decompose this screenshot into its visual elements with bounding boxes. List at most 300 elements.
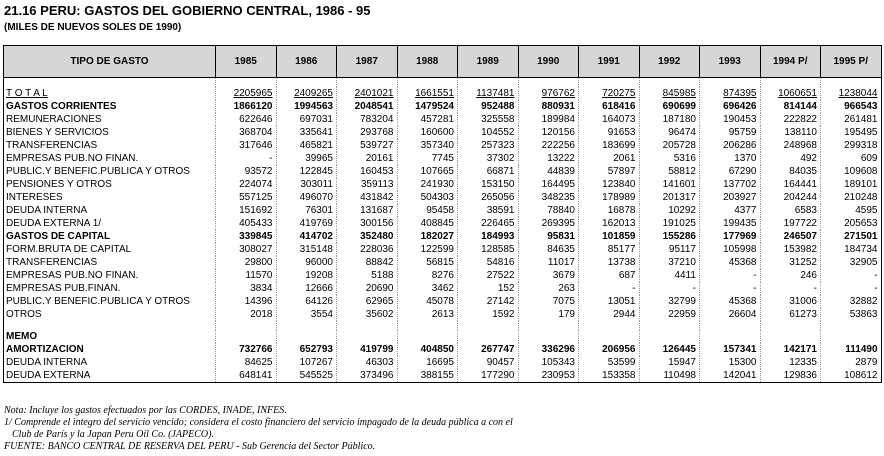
table-cell: 261481 xyxy=(821,113,882,126)
row-label: MEMO xyxy=(4,330,216,343)
table-cell: 66871 xyxy=(458,165,519,178)
table-row xyxy=(4,330,882,343)
table-cell: 7745 xyxy=(397,152,458,165)
table-cell: 85177 xyxy=(579,243,640,256)
table-cell: 108612 xyxy=(821,369,882,383)
table-cell: 388155 xyxy=(397,369,458,383)
table-cell: 976762 xyxy=(518,87,579,100)
table-cell: 20690 xyxy=(337,282,398,295)
column-header: 1992 xyxy=(639,46,700,78)
table-cell: 648141 xyxy=(216,369,277,383)
table-cell xyxy=(700,330,761,343)
table-cell: 267747 xyxy=(458,343,519,356)
table-cell: 226465 xyxy=(458,217,519,230)
table-cell: 206286 xyxy=(700,139,761,152)
table-cell: 153982 xyxy=(760,243,821,256)
table-cell: 29800 xyxy=(216,256,277,269)
table-cell: 189984 xyxy=(518,113,579,126)
table-cell: 195495 xyxy=(821,126,882,139)
table-cell: 419769 xyxy=(276,217,337,230)
note-line: Nota: Incluye los gastos efectuados por las CORDES, INADE, INFES. xyxy=(4,405,287,416)
table-cell: 151692 xyxy=(216,204,277,217)
table-cell: 53599 xyxy=(579,356,640,369)
table-cell: 419799 xyxy=(337,343,398,356)
table-cell xyxy=(579,321,640,330)
table-cell: 182027 xyxy=(397,230,458,243)
table-cell: 142041 xyxy=(700,369,761,383)
table-cell: 177969 xyxy=(700,230,761,243)
row-label: BIENES Y SERVICIOS xyxy=(4,126,216,139)
table-cell: 152 xyxy=(458,282,519,295)
table-cell: 120156 xyxy=(518,126,579,139)
table-cell: 8276 xyxy=(397,269,458,282)
table-row xyxy=(4,356,882,369)
table-cell: 95831 xyxy=(518,230,579,243)
table-row xyxy=(4,178,882,191)
table-cell: 222256 xyxy=(518,139,579,152)
table-row xyxy=(4,152,882,165)
row-label: TRANSFERENCIAS xyxy=(4,256,216,269)
table-cell: 496070 xyxy=(276,191,337,204)
table-cell: 222822 xyxy=(760,113,821,126)
header-row xyxy=(4,46,882,78)
table-cell xyxy=(821,78,882,88)
table-cell: 339845 xyxy=(216,230,277,243)
table-cell: 15947 xyxy=(639,356,700,369)
table-cell: 129836 xyxy=(760,369,821,383)
table-cell xyxy=(397,330,458,343)
table-cell: 64126 xyxy=(276,295,337,308)
row-label: FORM.BRUTA DE CAPITAL xyxy=(4,243,216,256)
row-label: DEUDA INTERNA xyxy=(4,204,216,217)
table-cell: 241930 xyxy=(397,178,458,191)
table-cell: 122599 xyxy=(397,243,458,256)
table-cell xyxy=(639,330,700,343)
table-row xyxy=(4,308,882,321)
table-cell: 1661551 xyxy=(397,87,458,100)
table-cell xyxy=(458,330,519,343)
table-cell: 5188 xyxy=(337,269,398,282)
table-cell: - xyxy=(216,152,277,165)
table-cell: 67290 xyxy=(700,165,761,178)
row-label: OTROS xyxy=(4,308,216,321)
table-cell: 414702 xyxy=(276,230,337,243)
table-cell: 22959 xyxy=(639,308,700,321)
table-cell: 111490 xyxy=(821,343,882,356)
table-cell: 37210 xyxy=(639,256,700,269)
row-label xyxy=(4,321,216,330)
column-header: 1986 xyxy=(276,46,337,78)
table-cell: 3554 xyxy=(276,308,337,321)
table-cell xyxy=(337,330,398,343)
table-cell: 107267 xyxy=(276,356,337,369)
table-row xyxy=(4,230,882,243)
table-cell: 56815 xyxy=(397,256,458,269)
table-cell xyxy=(276,78,337,88)
table-cell: 179 xyxy=(518,308,579,321)
table-cell: 315148 xyxy=(276,243,337,256)
spacer-row xyxy=(4,321,882,330)
table-cell xyxy=(760,321,821,330)
row-label: GASTOS DE CAPITAL xyxy=(4,230,216,243)
table-cell: 845985 xyxy=(639,87,700,100)
table-cell xyxy=(700,321,761,330)
table-cell: 3834 xyxy=(216,282,277,295)
table-cell: 697031 xyxy=(276,113,337,126)
table-cell: 1866120 xyxy=(216,100,277,113)
table-cell: 3462 xyxy=(397,282,458,295)
table-cell: 5316 xyxy=(639,152,700,165)
table-cell: 12335 xyxy=(760,356,821,369)
table-cell xyxy=(216,78,277,88)
table-cell: 687 xyxy=(579,269,640,282)
table-cell: 1479524 xyxy=(397,100,458,113)
row-label: EMPRESAS PUB.NO FINAN. xyxy=(4,269,216,282)
table-cell: 45368 xyxy=(700,256,761,269)
column-header: 1993 xyxy=(700,46,761,78)
table-cell: 205653 xyxy=(821,217,882,230)
table-cell xyxy=(518,78,579,88)
table-cell: - xyxy=(579,282,640,295)
table-cell: 4377 xyxy=(700,204,761,217)
table-cell: 457281 xyxy=(397,113,458,126)
table-cell: 39965 xyxy=(276,152,337,165)
table-cell: 609 xyxy=(821,152,882,165)
table-cell: 20161 xyxy=(337,152,398,165)
table-cell: 308027 xyxy=(216,243,277,256)
table-cell: 95458 xyxy=(397,204,458,217)
row-label: EMPRESAS PUB.FINAN. xyxy=(4,282,216,295)
table-cell: 105998 xyxy=(700,243,761,256)
row-label: DEUDA EXTERNA xyxy=(4,369,216,383)
table-cell: 38591 xyxy=(458,204,519,217)
table-cell: 160600 xyxy=(397,126,458,139)
table-cell: 348235 xyxy=(518,191,579,204)
table-row xyxy=(4,204,882,217)
table-cell: 10292 xyxy=(639,204,700,217)
table-cell: 177290 xyxy=(458,369,519,383)
table-cell: 2205965 xyxy=(216,87,277,100)
source-line: FUENTE: BANCO CENTRAL DE RESERVA DEL PERU - Sub Gerencia del Sector Público. xyxy=(4,441,376,452)
table-cell: - xyxy=(760,282,821,295)
table-cell: 880931 xyxy=(518,100,579,113)
table-cell xyxy=(216,330,277,343)
table-cell: 153150 xyxy=(458,178,519,191)
table-cell: 431842 xyxy=(337,191,398,204)
table-cell: 27522 xyxy=(458,269,519,282)
row-label xyxy=(4,78,216,88)
table-cell xyxy=(821,330,882,343)
table-cell: 783204 xyxy=(337,113,398,126)
table-row xyxy=(4,165,882,178)
column-header: 1990 xyxy=(518,46,579,78)
row-label: INTERESES xyxy=(4,191,216,204)
table-cell: 137702 xyxy=(700,178,761,191)
table-cell: 248968 xyxy=(760,139,821,152)
table-cell: 228036 xyxy=(337,243,398,256)
column-header: 1988 xyxy=(397,46,458,78)
row-label: T O T A L xyxy=(4,87,216,100)
table-cell: 952488 xyxy=(458,100,519,113)
table-cell xyxy=(760,330,821,343)
row-label: REMUNERACIONES xyxy=(4,113,216,126)
table-cell: 690699 xyxy=(639,100,700,113)
row-label: DEUDA EXTERNA 1/ xyxy=(4,217,216,230)
table-cell: 105343 xyxy=(518,356,579,369)
table-cell: 107665 xyxy=(397,165,458,178)
table-cell: 696426 xyxy=(700,100,761,113)
table-cell: 224074 xyxy=(216,178,277,191)
table-cell: - xyxy=(700,282,761,295)
table-cell: 95759 xyxy=(700,126,761,139)
column-header: 1995 P/ xyxy=(821,46,882,78)
table-cell: 26604 xyxy=(700,308,761,321)
table-cell: 2048541 xyxy=(337,100,398,113)
table-cell: - xyxy=(700,269,761,282)
table-cell xyxy=(397,78,458,88)
table-cell: 31252 xyxy=(760,256,821,269)
table-cell: 162013 xyxy=(579,217,640,230)
table-cell: 6583 xyxy=(760,204,821,217)
table-cell: 96474 xyxy=(639,126,700,139)
table-cell: 32882 xyxy=(821,295,882,308)
table-cell: 325558 xyxy=(458,113,519,126)
table-cell: 153358 xyxy=(579,369,640,383)
page-subtitle: (MILES DE NUEVOS SOLES DE 1990) xyxy=(4,22,182,33)
table-row xyxy=(4,113,882,126)
table-cell: 4411 xyxy=(639,269,700,282)
table-cell: 187180 xyxy=(639,113,700,126)
table-cell: 11570 xyxy=(216,269,277,282)
table-cell: 265056 xyxy=(458,191,519,204)
table-cell: 12666 xyxy=(276,282,337,295)
table-row xyxy=(4,343,882,356)
table-cell: 618416 xyxy=(579,100,640,113)
table-cell: 13222 xyxy=(518,152,579,165)
table-cell: - xyxy=(821,282,882,295)
table-cell: 492 xyxy=(760,152,821,165)
table-cell: 142171 xyxy=(760,343,821,356)
table-cell: 45368 xyxy=(700,295,761,308)
table-cell xyxy=(337,78,398,88)
note-line: Club de París y la Japan Peru Oil Co. (JAPECO). xyxy=(12,429,214,440)
table-row xyxy=(4,282,882,295)
table-cell: 230953 xyxy=(518,369,579,383)
column-header: TIPO DE GASTO xyxy=(4,46,216,78)
table-cell: 123840 xyxy=(579,178,640,191)
table-cell: 14396 xyxy=(216,295,277,308)
table-cell: 204244 xyxy=(760,191,821,204)
table-cell: 352480 xyxy=(337,230,398,243)
table-cell xyxy=(216,321,277,330)
table-cell: 7075 xyxy=(518,295,579,308)
row-label: PENSIONES Y OTROS xyxy=(4,178,216,191)
table-cell: 61273 xyxy=(760,308,821,321)
table-cell: 19208 xyxy=(276,269,337,282)
table-cell: 545525 xyxy=(276,369,337,383)
table-cell: 404850 xyxy=(397,343,458,356)
table-cell: 164073 xyxy=(579,113,640,126)
table-cell: 405433 xyxy=(216,217,277,230)
table-cell: 336296 xyxy=(518,343,579,356)
table-cell: 109608 xyxy=(821,165,882,178)
spacer-row xyxy=(4,78,882,88)
table-cell: 197722 xyxy=(760,217,821,230)
table-row xyxy=(4,256,882,269)
row-label: DEUDA INTERNA xyxy=(4,356,216,369)
table-cell: 357340 xyxy=(397,139,458,152)
row-label: TRANSFERENCIAS xyxy=(4,139,216,152)
table-cell: 164495 xyxy=(518,178,579,191)
table-cell: 190453 xyxy=(700,113,761,126)
table-cell xyxy=(639,321,700,330)
table-cell: 93572 xyxy=(216,165,277,178)
table-cell xyxy=(700,78,761,88)
table-cell: 317646 xyxy=(216,139,277,152)
table-cell: 299318 xyxy=(821,139,882,152)
table-cell: 303011 xyxy=(276,178,337,191)
row-label: PUBLIC.Y BENEFIC.PUBLICA Y OTROS xyxy=(4,165,216,178)
table-cell: 160453 xyxy=(337,165,398,178)
table-cell: 16878 xyxy=(579,204,640,217)
table-cell: 199435 xyxy=(700,217,761,230)
table-cell xyxy=(579,78,640,88)
table-cell: 269395 xyxy=(518,217,579,230)
table-cell: 373496 xyxy=(337,369,398,383)
table-cell: 184734 xyxy=(821,243,882,256)
table-cell: 622646 xyxy=(216,113,277,126)
table-cell: 122845 xyxy=(276,165,337,178)
table-cell: 37302 xyxy=(458,152,519,165)
table-cell: 157341 xyxy=(700,343,761,356)
table-cell: 44839 xyxy=(518,165,579,178)
table-cell: 206956 xyxy=(579,343,640,356)
table-cell: 62965 xyxy=(337,295,398,308)
table-cell: 164441 xyxy=(760,178,821,191)
table-cell xyxy=(518,321,579,330)
table-cell: 110498 xyxy=(639,369,700,383)
table-cell: 408845 xyxy=(397,217,458,230)
table-cell: 104552 xyxy=(458,126,519,139)
table-cell: 101859 xyxy=(579,230,640,243)
footnotes xyxy=(4,405,513,453)
table-cell: 2613 xyxy=(397,308,458,321)
table-cell: 126445 xyxy=(639,343,700,356)
table-cell: 2944 xyxy=(579,308,640,321)
table-cell: 3679 xyxy=(518,269,579,282)
table-cell: 31006 xyxy=(760,295,821,308)
table-cell: 32799 xyxy=(639,295,700,308)
table-cell: 2409265 xyxy=(276,87,337,100)
table-cell: 874395 xyxy=(700,87,761,100)
table-cell: 191025 xyxy=(639,217,700,230)
row-label: PUBLIC.Y BENEFIC.PUBLICA Y OTROS xyxy=(4,295,216,308)
row-label: GASTOS CORRIENTES xyxy=(4,100,216,113)
table-cell xyxy=(337,321,398,330)
table-cell: 293768 xyxy=(337,126,398,139)
table-cell: 16695 xyxy=(397,356,458,369)
table-cell: 141601 xyxy=(639,178,700,191)
table-cell: 184993 xyxy=(458,230,519,243)
table-cell: 814144 xyxy=(760,100,821,113)
table-cell xyxy=(760,78,821,88)
table-cell: 210248 xyxy=(821,191,882,204)
table-cell xyxy=(276,321,337,330)
page-title: 21.16 PERU: GASTOS DEL GOBIERNO CENTRAL, 1986 - 95 xyxy=(4,3,371,18)
table-cell: 178989 xyxy=(579,191,640,204)
table-cell: 271501 xyxy=(821,230,882,243)
table-row xyxy=(4,243,882,256)
table-cell xyxy=(639,78,700,88)
table-cell: 13738 xyxy=(579,256,640,269)
column-header: 1994 P/ xyxy=(760,46,821,78)
table-row xyxy=(4,269,882,282)
table-cell: 1137481 xyxy=(458,87,519,100)
table-row xyxy=(4,126,882,139)
column-header: 1989 xyxy=(458,46,519,78)
table-cell: 246507 xyxy=(760,230,821,243)
table-cell: 95117 xyxy=(639,243,700,256)
table-cell: 368704 xyxy=(216,126,277,139)
table-cell: 54816 xyxy=(458,256,519,269)
table-cell: 1060651 xyxy=(760,87,821,100)
table-cell: 45078 xyxy=(397,295,458,308)
table-cell: 205728 xyxy=(639,139,700,152)
table-cell: 557125 xyxy=(216,191,277,204)
table-row xyxy=(4,369,882,383)
table-cell: 203927 xyxy=(700,191,761,204)
table-cell: 138110 xyxy=(760,126,821,139)
table-cell: 88842 xyxy=(337,256,398,269)
table-cell xyxy=(276,330,337,343)
table-row xyxy=(4,100,882,113)
table-cell: 1238044 xyxy=(821,87,882,100)
table-cell: 84035 xyxy=(760,165,821,178)
table-cell xyxy=(821,321,882,330)
table-cell: 183699 xyxy=(579,139,640,152)
expenditure-table xyxy=(3,45,882,383)
table-cell: 15300 xyxy=(700,356,761,369)
table-cell: 90457 xyxy=(458,356,519,369)
table-cell: 76301 xyxy=(276,204,337,217)
table-cell: 27142 xyxy=(458,295,519,308)
row-label: EMPRESAS PUB.NO FINAN. xyxy=(4,152,216,165)
table-cell xyxy=(458,78,519,88)
column-header: 1987 xyxy=(337,46,398,78)
table-cell: 2018 xyxy=(216,308,277,321)
table-cell: 91653 xyxy=(579,126,640,139)
table-cell xyxy=(458,321,519,330)
table-cell: 1370 xyxy=(700,152,761,165)
table-row xyxy=(4,217,882,230)
table-cell xyxy=(518,330,579,343)
table-cell: 201317 xyxy=(639,191,700,204)
row-label: AMORTIZACION xyxy=(4,343,216,356)
table-cell: 57897 xyxy=(579,165,640,178)
table-cell: 966543 xyxy=(821,100,882,113)
column-header: 1985 xyxy=(216,46,277,78)
table-cell: 1994563 xyxy=(276,100,337,113)
table-cell: 96000 xyxy=(276,256,337,269)
table-cell: 58812 xyxy=(639,165,700,178)
table-cell: 4595 xyxy=(821,204,882,217)
table-cell: 11017 xyxy=(518,256,579,269)
table-cell: 257323 xyxy=(458,139,519,152)
table-cell: 504303 xyxy=(397,191,458,204)
table-row xyxy=(4,87,882,100)
table-cell: 2061 xyxy=(579,152,640,165)
table-row xyxy=(4,191,882,204)
